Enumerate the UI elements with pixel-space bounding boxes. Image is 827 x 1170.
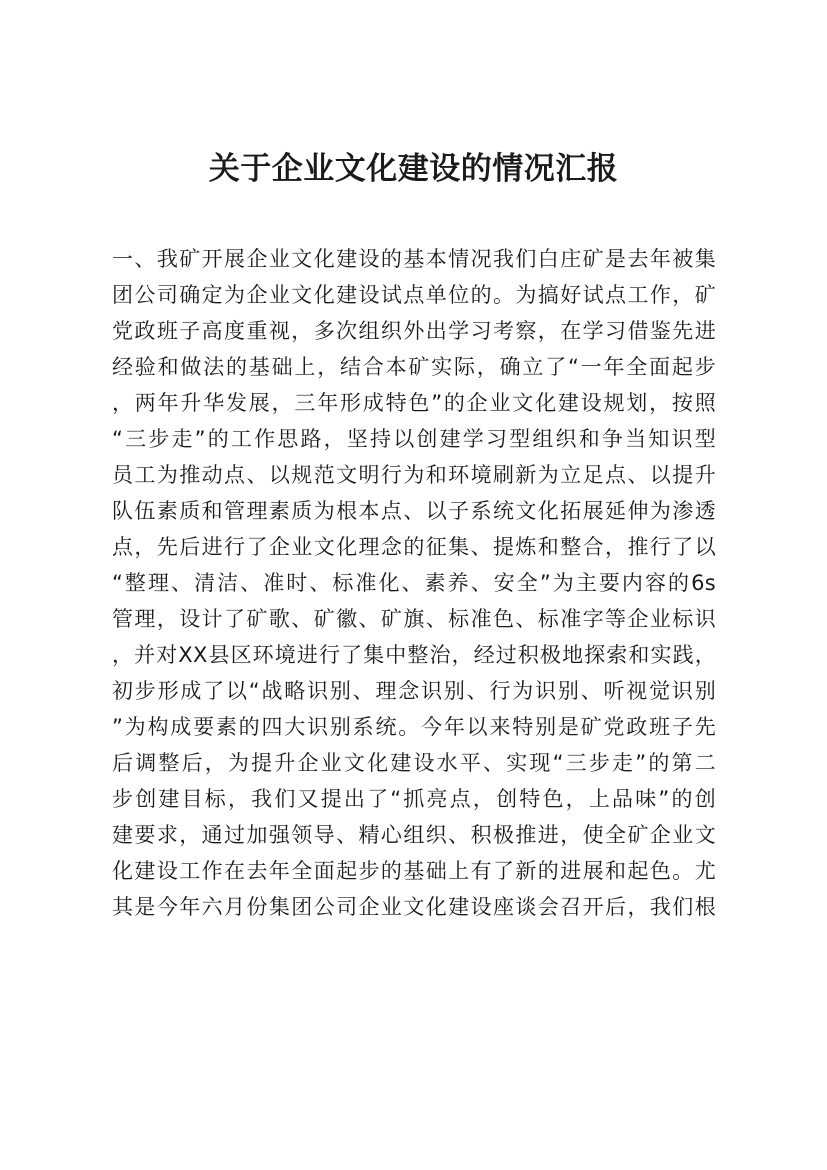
text-line: “整理、清洁、准时、标准化、素养、安全”为主要内容的6s (112, 571, 716, 595)
text-line: ”为构成要素的四大识别系统。今年以来特别是矿党政班子先 (112, 715, 716, 739)
text-line: 经验和做法的基础上，结合本矿实际，确立了“一年全面起步 (112, 355, 716, 379)
text-line: 步创建目标，我们又提出了“抓亮点，创特色，上品味”的创 (112, 787, 716, 811)
text-line: 一、我矿开展企业文化建设的基本情况我们白庄矿是去年被集 (112, 247, 716, 271)
text-line: 员工为推动点、以规范文明行为和环境刷新为立足点、以提升 (112, 463, 716, 487)
text-line: 初步形成了以“战略识别、理念识别、行为识别、听视觉识别 (112, 679, 716, 703)
text-line: ，并对XX县区环境进行了集中整治，经过积极地探索和实践， (112, 643, 716, 667)
body-paragraph (112, 241, 716, 925)
text-line: 点，先后进行了企业文化理念的征集、提炼和整合，推行了以 (112, 535, 716, 559)
text-line: 其是今年六月份集团公司企业文化建设座谈会召开后，我们根 (112, 895, 716, 919)
text-line: 队伍素质和管理素质为根本点、以子系统文化拓展延伸为渗透 (112, 499, 716, 523)
text-line: 后调整后，为提升企业文化建设水平、实现“三步走”的第二 (112, 751, 716, 775)
text-line: 化建设工作在去年全面起步的基础上有了新的进展和起色。尤 (112, 859, 716, 883)
text-line: 建要求，通过加强领导、精心组织、积极推进，使全矿企业文 (112, 823, 716, 847)
text-line: 党政班子高度重视，多次组织外出学习考察，在学习借鉴先进 (112, 319, 716, 343)
text-line: 团公司确定为企业文化建设试点单位的。为搞好试点工作，矿 (112, 283, 716, 307)
page-title: 关于企业文化建设的情况汇报 (208, 151, 619, 187)
text-line: ，两年升华发展，三年形成特色”的企业文化建设规划，按照 (112, 391, 716, 415)
text-line: 管理，设计了矿歌、矿徽、矿旗、标准色、标准字等企业标识 (112, 607, 716, 631)
text-line: “三步走”的工作思路，坚持以创建学习型组织和争当知识型 (112, 427, 716, 451)
